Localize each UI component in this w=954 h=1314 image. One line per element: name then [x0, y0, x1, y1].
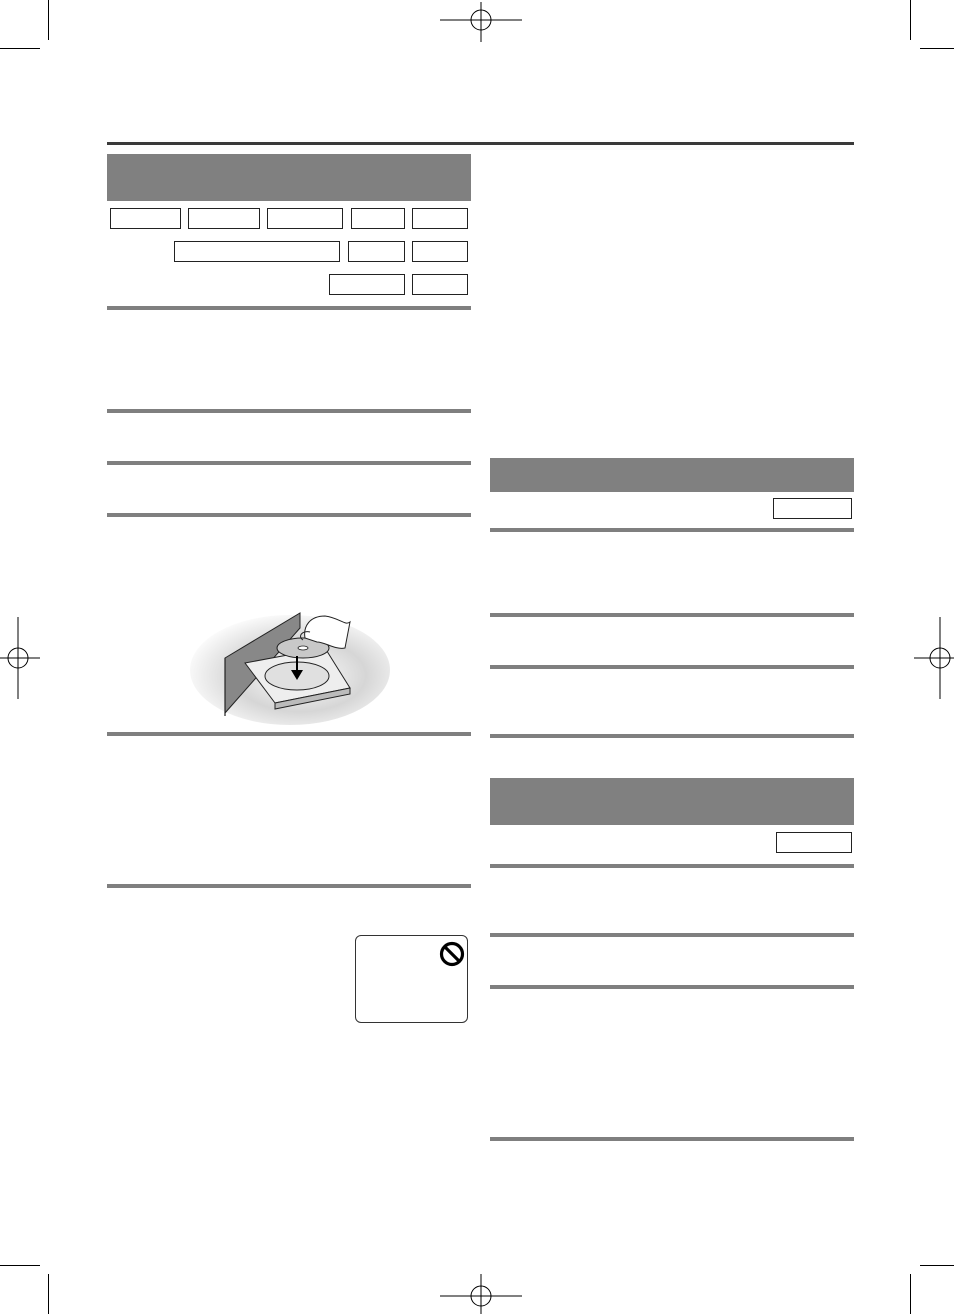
step-rule — [490, 864, 854, 868]
step-rule — [490, 613, 854, 617]
disc-type-badge — [348, 241, 405, 262]
header-rule — [107, 142, 854, 145]
disc-type-badge — [110, 208, 181, 229]
disc-type-badge — [412, 208, 468, 229]
step-rule — [107, 409, 471, 413]
crop-mark — [0, 48, 40, 49]
step-rule — [490, 528, 854, 532]
registration-mark-right — [914, 617, 954, 699]
disc-type-badge — [188, 208, 260, 229]
step-rule — [107, 461, 471, 465]
disc-type-badge — [267, 208, 343, 229]
disc-type-badge — [351, 208, 405, 229]
step-rule — [107, 884, 471, 888]
disc-type-badge — [412, 274, 468, 295]
step-rule — [107, 513, 471, 517]
registration-mark-top — [440, 2, 522, 42]
registration-mark-bottom — [440, 1274, 522, 1314]
disc-type-badge — [773, 498, 852, 519]
disc-insertion-illustration — [185, 608, 390, 728]
step-rule — [490, 665, 854, 669]
disc-type-badge — [329, 274, 405, 295]
crop-mark — [910, 0, 911, 40]
step-rule — [490, 734, 854, 738]
crop-mark — [920, 1265, 954, 1266]
step-rule — [107, 732, 471, 736]
prohibited-icon — [439, 941, 465, 967]
disc-type-badge — [174, 241, 340, 262]
osd-screen-example — [355, 935, 468, 1023]
crop-mark — [48, 0, 49, 40]
crop-mark — [910, 1274, 911, 1314]
step-rule — [490, 1137, 854, 1141]
disc-type-badge — [412, 241, 468, 262]
crop-mark — [48, 1274, 49, 1314]
section-header-band — [107, 154, 471, 201]
disc-type-badge — [776, 832, 852, 853]
step-rule — [490, 933, 854, 937]
crop-mark — [920, 48, 954, 49]
crop-mark — [0, 1265, 40, 1266]
section-header-band — [490, 458, 854, 492]
registration-mark-left — [0, 617, 40, 699]
step-rule — [490, 985, 854, 989]
section-header-band — [490, 778, 854, 825]
step-rule — [107, 306, 471, 310]
